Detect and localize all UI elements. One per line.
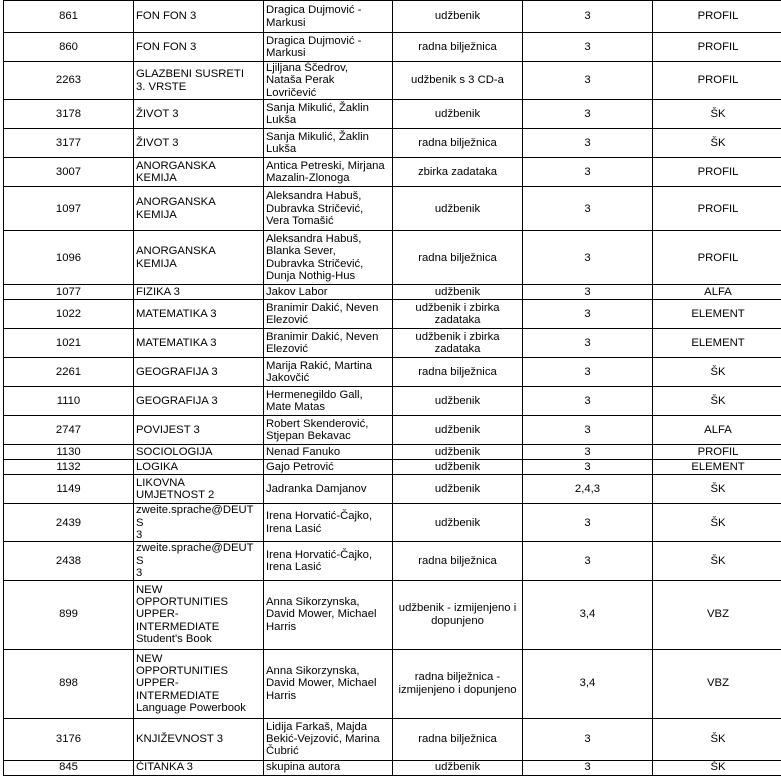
author-cell-line: Lukša bbox=[266, 143, 296, 155]
title-cell bbox=[134, 1, 264, 33]
title-cell-line: NEW bbox=[136, 584, 162, 596]
type-cell bbox=[393, 129, 523, 158]
type-cell bbox=[393, 1, 523, 33]
title-cell bbox=[134, 580, 264, 649]
author-cell-line: Jakovčić bbox=[266, 372, 309, 384]
type-cell-line: udžbenik bbox=[435, 395, 480, 407]
author-cell-line: Mate Matas bbox=[266, 401, 325, 413]
title-cell-line: GLAZBENI SUSRETI bbox=[136, 68, 244, 80]
title-cell-line: FON FON 3 bbox=[136, 41, 196, 53]
type-cell bbox=[393, 475, 523, 504]
type-cell-line: udžbenik bbox=[435, 761, 480, 773]
catalog-number-cell: 2438 bbox=[4, 542, 134, 580]
table-row bbox=[4, 329, 781, 358]
author-cell bbox=[264, 158, 393, 187]
author-cell bbox=[264, 33, 393, 62]
author-cell-line: Irena Lasić bbox=[266, 561, 321, 573]
title-cell bbox=[134, 718, 264, 760]
author-cell bbox=[264, 285, 393, 300]
title-cell-line: UMJETNOST 2 bbox=[136, 489, 214, 501]
title-cell bbox=[134, 475, 264, 504]
author-cell-line: Bekić-Vejzović, Marina bbox=[266, 733, 380, 745]
author-cell bbox=[264, 1, 393, 33]
type-cell-line: udžbenik bbox=[435, 424, 480, 436]
author-cell-line: Antica Petreski, Mirjana bbox=[266, 160, 385, 172]
type-cell-line: dopunjeno bbox=[431, 615, 484, 627]
type-cell-line: radna bilježnica bbox=[418, 137, 497, 149]
title-cell-line: KNJIŽEVNOST 3 bbox=[136, 733, 223, 745]
author-cell bbox=[264, 62, 393, 100]
author-cell bbox=[264, 187, 393, 231]
publisher-cell: PROFIL bbox=[653, 62, 781, 100]
author-cell bbox=[264, 300, 393, 329]
author-cell bbox=[264, 100, 393, 129]
author-cell-line: Dubravka Stričević, bbox=[266, 203, 363, 215]
title-cell bbox=[134, 33, 264, 62]
type-cell-line: radna bilježnica bbox=[418, 733, 497, 745]
title-cell-line: INTERMEDIATE bbox=[136, 621, 219, 633]
publisher-cell: PROFIL bbox=[653, 187, 781, 231]
type-cell-line: udžbenik s 3 CD-a bbox=[411, 74, 504, 86]
author-cell-line: Branimir Dakić, Neven bbox=[266, 302, 378, 314]
type-cell-line: radna bilježnica bbox=[418, 41, 497, 53]
publisher-cell: ŠK bbox=[653, 475, 781, 504]
author-cell-line: Elezović bbox=[266, 343, 308, 355]
type-cell-line: udžbenik i zbirka bbox=[415, 302, 499, 314]
grade-cell: 3 bbox=[523, 187, 653, 231]
grade-cell: 3,4 bbox=[523, 649, 653, 718]
author-cell bbox=[264, 231, 393, 285]
title-cell bbox=[134, 760, 264, 775]
type-cell bbox=[393, 300, 523, 329]
author-cell-line: Irena Horvatić-Čajko, bbox=[266, 510, 372, 522]
title-cell-line: ČITANKA 3 bbox=[136, 761, 193, 773]
table-row bbox=[4, 158, 781, 187]
title-cell bbox=[134, 300, 264, 329]
author-cell bbox=[264, 718, 393, 760]
catalog-number-cell: 1077 bbox=[4, 285, 134, 300]
grade-cell: 3 bbox=[523, 460, 653, 475]
author-cell-line: Markusi bbox=[266, 47, 306, 59]
type-cell bbox=[393, 718, 523, 760]
type-cell bbox=[393, 387, 523, 416]
author-cell-line: Blanka Sever, bbox=[266, 245, 336, 257]
title-cell-line: FIZIKA 3 bbox=[136, 286, 180, 298]
title-cell bbox=[134, 62, 264, 100]
type-cell bbox=[393, 329, 523, 358]
table-row bbox=[4, 445, 781, 460]
catalog-number-cell: 899 bbox=[4, 580, 134, 649]
catalog-number-cell: 1022 bbox=[4, 300, 134, 329]
table-row bbox=[4, 460, 781, 475]
type-cell bbox=[393, 580, 523, 649]
grade-cell: 3 bbox=[523, 285, 653, 300]
title-cell-line: Student's Book bbox=[136, 633, 212, 645]
publisher-cell: ELEMENT bbox=[653, 300, 781, 329]
author-cell bbox=[264, 760, 393, 775]
title-cell bbox=[134, 460, 264, 475]
title-cell bbox=[134, 129, 264, 158]
title-cell bbox=[134, 187, 264, 231]
type-cell bbox=[393, 358, 523, 387]
grade-cell: 3,4 bbox=[523, 580, 653, 649]
type-cell bbox=[393, 100, 523, 129]
author-cell-line: Jadranka Damjanov bbox=[266, 483, 366, 495]
grade-cell: 3 bbox=[523, 445, 653, 460]
publisher-cell: ŠK bbox=[653, 129, 781, 158]
catalog-number-cell: 1021 bbox=[4, 329, 134, 358]
table-row bbox=[4, 542, 781, 580]
catalog-number-cell: 3007 bbox=[4, 158, 134, 187]
title-cell-line: ANORGANSKA bbox=[136, 160, 216, 172]
author-cell-line: Mazalin-Zlonoga bbox=[266, 172, 350, 184]
catalog-number-cell: 3176 bbox=[4, 718, 134, 760]
type-cell bbox=[393, 460, 523, 475]
author-cell-line: Dragica Dujmović - bbox=[266, 35, 361, 47]
title-cell bbox=[134, 100, 264, 129]
title-cell bbox=[134, 649, 264, 718]
table-row bbox=[4, 1, 781, 33]
author-cell-line: Hermenegildo Gall, bbox=[266, 389, 363, 401]
grade-cell: 3 bbox=[523, 504, 653, 542]
catalog-number-cell: 898 bbox=[4, 649, 134, 718]
title-cell-line: ŽIVOT 3 bbox=[136, 137, 178, 149]
title-cell-line: GEOGRAFIJA 3 bbox=[136, 366, 218, 378]
title-cell-line: OPPORTUNITIES bbox=[136, 596, 228, 608]
title-cell bbox=[134, 504, 264, 542]
type-cell-line: udžbenik bbox=[435, 517, 480, 529]
catalog-number-cell: 1130 bbox=[4, 445, 134, 460]
author-cell-line: Dubravka Stričević, bbox=[266, 258, 363, 270]
catalog-number-cell: 3178 bbox=[4, 100, 134, 129]
author-cell-line: Čubrić bbox=[266, 745, 299, 757]
author-cell-line: Irena Horvatić-Čajko, bbox=[266, 549, 372, 561]
publisher-cell: ŠK bbox=[653, 760, 781, 775]
publisher-cell: ŠK bbox=[653, 387, 781, 416]
title-cell bbox=[134, 358, 264, 387]
title-cell bbox=[134, 387, 264, 416]
publisher-cell: ALFA bbox=[653, 285, 781, 300]
catalog-number-cell: 2747 bbox=[4, 416, 134, 445]
type-cell-line: udžbenik - izmijenjeno i bbox=[399, 602, 516, 614]
author-cell bbox=[264, 387, 393, 416]
table-row bbox=[4, 649, 781, 718]
table-body bbox=[4, 1, 781, 776]
catalog-number-cell: 860 bbox=[4, 33, 134, 62]
author-cell-line: Vera Tomašić bbox=[266, 215, 334, 227]
grade-cell: 3 bbox=[523, 100, 653, 129]
table-row bbox=[4, 187, 781, 231]
title-cell bbox=[134, 231, 264, 285]
catalog-number-cell: 3177 bbox=[4, 129, 134, 158]
publisher-cell: PROFIL bbox=[653, 231, 781, 285]
title-cell-line: MATEMATIKA 3 bbox=[136, 337, 217, 349]
table-row bbox=[4, 129, 781, 158]
author-cell-line: skupina autora bbox=[266, 761, 340, 773]
catalog-number-cell: 1110 bbox=[4, 387, 134, 416]
grade-cell: 3 bbox=[523, 62, 653, 100]
type-cell bbox=[393, 445, 523, 460]
title-cell bbox=[134, 445, 264, 460]
author-cell-line: Stjepan Bekavac bbox=[266, 430, 351, 442]
title-cell-line: ŽIVOT 3 bbox=[136, 108, 178, 120]
type-cell-line: udžbenik bbox=[435, 483, 480, 495]
catalog-number-cell: 861 bbox=[4, 1, 134, 33]
type-cell bbox=[393, 542, 523, 580]
publisher-cell: ELEMENT bbox=[653, 460, 781, 475]
author-cell-line: Aleksandra Habuš, bbox=[266, 233, 361, 245]
author-cell bbox=[264, 460, 393, 475]
author-cell bbox=[264, 358, 393, 387]
grade-cell: 3 bbox=[523, 1, 653, 33]
author-cell-line: Lukša bbox=[266, 114, 296, 126]
grade-cell: 3 bbox=[523, 760, 653, 775]
title-cell-line: LOGIKA bbox=[136, 461, 178, 473]
author-cell-line: Lovričević bbox=[266, 87, 316, 99]
grade-cell: 3 bbox=[523, 718, 653, 760]
type-cell bbox=[393, 33, 523, 62]
type-cell-line: radna bilježnica bbox=[418, 252, 497, 264]
publisher-cell: ŠK bbox=[653, 100, 781, 129]
type-cell-line: radna bilježnica bbox=[418, 555, 497, 567]
title-cell bbox=[134, 542, 264, 580]
type-cell-line: radna bilježnica - bbox=[415, 671, 500, 683]
title-cell-line: 3 bbox=[136, 567, 142, 579]
table-row bbox=[4, 387, 781, 416]
grade-cell: 3 bbox=[523, 542, 653, 580]
type-cell bbox=[393, 285, 523, 300]
title-cell-line: ANORGANSKA bbox=[136, 245, 216, 257]
type-cell-line: udžbenik bbox=[435, 461, 480, 473]
title-cell-line: zweite.sprache@DEUTS bbox=[136, 542, 254, 566]
table-row bbox=[4, 285, 781, 300]
author-cell bbox=[264, 445, 393, 460]
type-cell-line: udžbenik bbox=[435, 108, 480, 120]
author-cell-line: Lidija Farkaš, Majda bbox=[266, 721, 367, 733]
author-cell bbox=[264, 542, 393, 580]
type-cell bbox=[393, 649, 523, 718]
type-cell-line: udžbenik i zbirka bbox=[415, 331, 499, 343]
author-cell bbox=[264, 129, 393, 158]
title-cell bbox=[134, 158, 264, 187]
title-cell-line: INTERMEDIATE bbox=[136, 690, 219, 702]
type-cell-line: zadataka bbox=[435, 314, 481, 326]
type-cell-line: zadataka bbox=[435, 343, 481, 355]
author-cell-line: Dragica Dujmović - bbox=[266, 4, 361, 16]
author-cell-line: Irena Lasić bbox=[266, 523, 321, 535]
catalog-number-cell: 2261 bbox=[4, 358, 134, 387]
author-cell-line: David Mower, Michael bbox=[266, 677, 377, 689]
author-cell bbox=[264, 649, 393, 718]
author-cell-line: Marija Rakić, Martina bbox=[266, 360, 372, 372]
type-cell-line: zbirka zadataka bbox=[418, 166, 497, 178]
publisher-cell: PROFIL bbox=[653, 158, 781, 187]
title-cell-line: KEMIJA bbox=[136, 209, 177, 221]
catalog-number-cell: 1149 bbox=[4, 475, 134, 504]
grade-cell: 3 bbox=[523, 329, 653, 358]
title-cell bbox=[134, 416, 264, 445]
catalog-number-cell: 1096 bbox=[4, 231, 134, 285]
title-cell-line: SOCIOLOGIJA bbox=[136, 446, 213, 458]
title-cell-line: UPPER- bbox=[136, 677, 179, 689]
catalog-number-cell: 2439 bbox=[4, 504, 134, 542]
author-cell-line: Harris bbox=[266, 621, 296, 633]
title-cell-line: LIKOVNA bbox=[136, 477, 185, 489]
table-row bbox=[4, 62, 781, 100]
author-cell-line: Nataša Perak bbox=[266, 74, 334, 86]
author-cell-line: Gajo Petrović bbox=[266, 461, 334, 473]
title-cell-line: OPPORTUNITIES bbox=[136, 665, 228, 677]
publisher-cell: VBZ bbox=[653, 649, 781, 718]
table-row bbox=[4, 718, 781, 760]
type-cell-line: udžbenik bbox=[435, 286, 480, 298]
table-row bbox=[4, 416, 781, 445]
publisher-cell: PROFIL bbox=[653, 445, 781, 460]
title-cell-line: zweite.sprache@DEUTS bbox=[136, 504, 254, 528]
type-cell bbox=[393, 760, 523, 775]
grade-cell: 3 bbox=[523, 231, 653, 285]
type-cell bbox=[393, 62, 523, 100]
grade-cell: 3 bbox=[523, 33, 653, 62]
title-cell bbox=[134, 285, 264, 300]
type-cell-line: udžbenik bbox=[435, 10, 480, 22]
grade-cell: 3 bbox=[523, 358, 653, 387]
publisher-cell: PROFIL bbox=[653, 33, 781, 62]
table-row bbox=[4, 475, 781, 504]
author-cell bbox=[264, 580, 393, 649]
type-cell bbox=[393, 416, 523, 445]
table-row bbox=[4, 504, 781, 542]
author-cell-line: Nenad Fanuko bbox=[266, 446, 340, 458]
grade-cell: 3 bbox=[523, 300, 653, 329]
grade-cell: 3 bbox=[523, 129, 653, 158]
author-cell-line: Robert Skenderović, bbox=[266, 418, 368, 430]
type-cell bbox=[393, 187, 523, 231]
title-cell-line: POVIJEST 3 bbox=[136, 424, 200, 436]
table-row bbox=[4, 760, 781, 775]
table-row bbox=[4, 300, 781, 329]
author-cell-line: Dunja Nothig-Hus bbox=[266, 270, 355, 282]
author-cell-line: Aleksandra Habuš, bbox=[266, 190, 361, 202]
author-cell-line: Ljiljana Ščedrov, bbox=[266, 62, 348, 74]
type-cell-line: udžbenik bbox=[435, 446, 480, 458]
grade-cell: 3 bbox=[523, 416, 653, 445]
title-cell-line: ANORGANSKA bbox=[136, 196, 216, 208]
textbook-table bbox=[3, 0, 781, 776]
title-cell bbox=[134, 329, 264, 358]
publisher-cell: ŠK bbox=[653, 504, 781, 542]
author-cell-line: Elezović bbox=[266, 314, 308, 326]
author-cell bbox=[264, 475, 393, 504]
title-cell-line: Language Powerbook bbox=[136, 702, 246, 714]
title-cell-line: NEW bbox=[136, 653, 162, 665]
publisher-cell: PROFIL bbox=[653, 1, 781, 33]
title-cell-line: UPPER- bbox=[136, 608, 179, 620]
author-cell bbox=[264, 416, 393, 445]
grade-cell: 3 bbox=[523, 158, 653, 187]
catalog-number-cell: 845 bbox=[4, 760, 134, 775]
author-cell-line: Anna Sikorzynska, bbox=[266, 596, 360, 608]
title-cell-line: 3. VRSTE bbox=[136, 81, 186, 93]
title-cell-line: KEMIJA bbox=[136, 258, 177, 270]
author-cell-line: Jakov Labor bbox=[266, 286, 328, 298]
type-cell-line: radna bilježnica bbox=[418, 366, 497, 378]
table-row bbox=[4, 33, 781, 62]
title-cell-line: FON FON 3 bbox=[136, 10, 196, 22]
catalog-number-cell: 1097 bbox=[4, 187, 134, 231]
publisher-cell: ŠK bbox=[653, 358, 781, 387]
grade-cell: 3 bbox=[523, 387, 653, 416]
catalog-number-cell: 2263 bbox=[4, 62, 134, 100]
author-cell-line: Markusi bbox=[266, 17, 306, 29]
type-cell-line: izmijenjeno i dopunjeno bbox=[398, 684, 516, 696]
table-row bbox=[4, 358, 781, 387]
table-row bbox=[4, 100, 781, 129]
catalog-number-cell: 1132 bbox=[4, 460, 134, 475]
type-cell bbox=[393, 158, 523, 187]
author-cell-line: Sanja Mikulić, Žaklin bbox=[266, 131, 369, 143]
author-cell bbox=[264, 504, 393, 542]
grade-cell: 2,4,3 bbox=[523, 475, 653, 504]
author-cell bbox=[264, 329, 393, 358]
type-cell-line: udžbenik bbox=[435, 203, 480, 215]
table-row bbox=[4, 580, 781, 649]
author-cell-line: David Mower, Michael bbox=[266, 608, 377, 620]
author-cell-line: Harris bbox=[266, 690, 296, 702]
title-cell-line: GEOGRAFIJA 3 bbox=[136, 395, 218, 407]
publisher-cell: VBZ bbox=[653, 580, 781, 649]
type-cell bbox=[393, 504, 523, 542]
table-row bbox=[4, 231, 781, 285]
publisher-cell: ŠK bbox=[653, 718, 781, 760]
title-cell-line: 3 bbox=[136, 529, 142, 541]
author-cell-line: Branimir Dakić, Neven bbox=[266, 331, 378, 343]
publisher-cell: ELEMENT bbox=[653, 329, 781, 358]
type-cell bbox=[393, 231, 523, 285]
author-cell-line: Anna Sikorzynska, bbox=[266, 665, 360, 677]
author-cell-line: Sanja Mikulić, Žaklin bbox=[266, 102, 369, 114]
publisher-cell: ALFA bbox=[653, 416, 781, 445]
title-cell-line: KEMIJA bbox=[136, 172, 177, 184]
title-cell-line: MATEMATIKA 3 bbox=[136, 308, 217, 320]
publisher-cell: ŠK bbox=[653, 542, 781, 580]
